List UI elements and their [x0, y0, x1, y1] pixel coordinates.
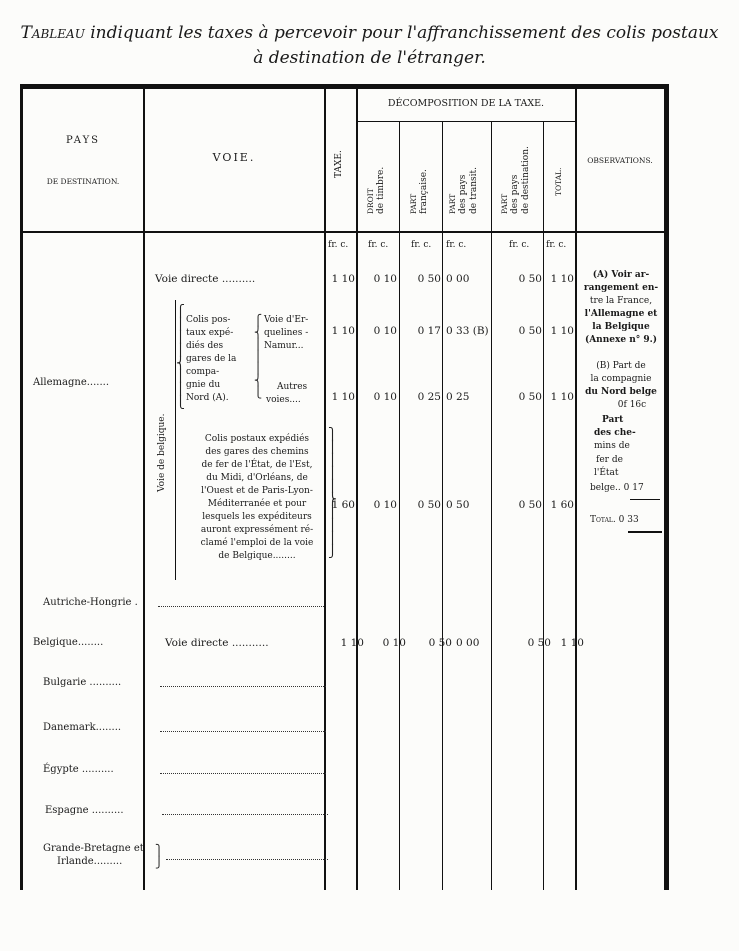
pays-belgique: Belgique........ [33, 637, 104, 648]
dots-espagne [162, 814, 328, 815]
brace-mid: ⎧ ⎨ ⎪ ⎪ ⎪ ⎨ ⎩ [254, 314, 263, 399]
right-border [664, 84, 669, 890]
voie-directe-allemagne: Voie directe .......... [155, 273, 256, 285]
header-part-transit-1: PART [448, 193, 457, 214]
col-line-total [575, 89, 577, 890]
header-part-fr-2: française. [419, 169, 429, 214]
dots-autriche [158, 606, 324, 607]
col-line-taxe [356, 89, 358, 890]
col-line-dest [543, 122, 544, 890]
dots-egypte [160, 773, 326, 774]
header-pays: PAYS [65, 135, 101, 146]
header-taxe: TAXE. [334, 150, 344, 178]
brace-gb: ⎫ ⎭ [155, 844, 164, 869]
left-border [20, 84, 23, 890]
header-droit-1: DROIT [366, 188, 375, 214]
decomposition-underline [357, 121, 575, 122]
pays-egypte: Égypte .......... [43, 764, 114, 775]
header-part-transit-2: des pays [458, 174, 468, 214]
header-part-fr-1: PART [409, 193, 418, 214]
dots-grande-bretagne [166, 859, 328, 860]
header-part-dest-3: de destination. [521, 146, 531, 214]
header-decomposition: DÉCOMPOSITION DE LA TAXE. [387, 98, 545, 109]
pays-bulgarie: Bulgarie .......... [43, 677, 122, 688]
header-separator [23, 231, 665, 233]
voie-directe-belgique: Voie directe ........... [165, 637, 269, 649]
pays-danemark: Danemark........ [43, 722, 122, 733]
header-part-dest-1: PART [500, 193, 509, 214]
col-line-droit [399, 122, 400, 890]
voie-belgique-label: Voie de belgique. [157, 413, 167, 492]
col-line-pays [143, 89, 145, 890]
dots-bulgarie [160, 686, 326, 687]
pays-espagne: Espagne .......... [45, 805, 124, 816]
title-lead: Tableau [20, 23, 85, 43]
col-line-transit [491, 122, 492, 890]
page-title [0, 22, 739, 45]
header-part-transit-3: de transit. [469, 166, 479, 214]
pays-grande-bretagne-1: Grande-Bretagne et [43, 843, 144, 854]
header-droit-2: de timbre. [376, 166, 386, 214]
top-border [20, 84, 668, 89]
pays-grande-bretagne-2: Irlande......... [57, 856, 123, 867]
header-pays-sub: DE DESTINATION. [46, 177, 120, 186]
header-observations: OBSERVATIONS. [587, 156, 653, 165]
pays-autriche: Autriche-Hongrie . [43, 597, 138, 608]
brace-left: ⎧ ⎪ ⎪ ⎪ ⎨ ⎪ ⎪ ⎩ [176, 304, 185, 409]
pays-allemagne: Allemagne....... [33, 377, 109, 388]
title-line-1: indiquant les taxes à percevoir pour l'affranchissement des colis postaux [84, 23, 719, 43]
page-subtitle: à destination de l'étranger. [253, 48, 486, 68]
col-line-fr [442, 122, 443, 890]
dots-danemark [160, 731, 326, 732]
brace-right: ⎫ ⎪ ⎪ ⎪ ⎪ ⎬ ⎪ ⎪ ⎪ ⎭ [328, 427, 337, 558]
header-total: TOTAL. [554, 167, 563, 196]
header-part-dest-2: des pays [510, 174, 520, 214]
header-voie: VOIE. [212, 151, 256, 164]
